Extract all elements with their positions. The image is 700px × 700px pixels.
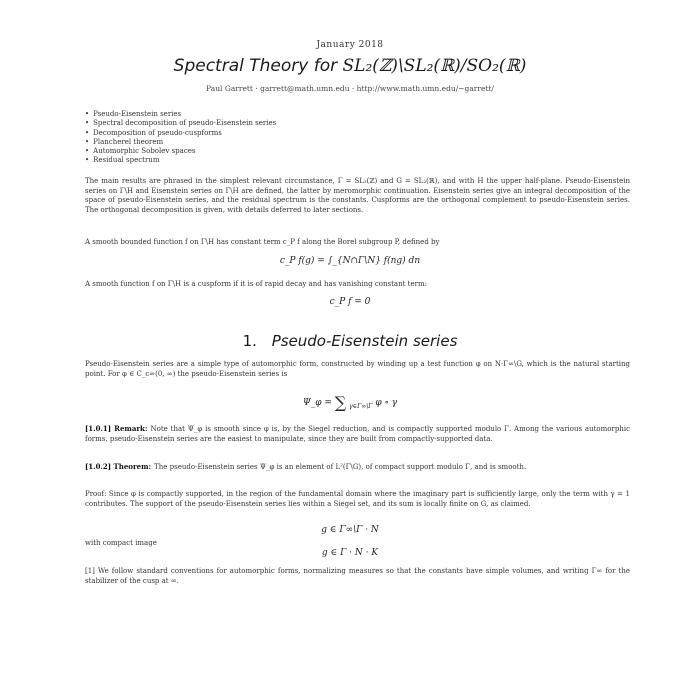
footnote: [1] We follow standard conventions for automorphic forms, normalizing measures so that the constants have simple volumes, and writing Γ∞ for the stabilizer of the cusp at ∞. bbox=[85, 567, 630, 585]
paper-title bbox=[0, 56, 700, 76]
pseudo-eisenstein-equation bbox=[0, 393, 700, 412]
toc-item: • Automorphic Sobolev spaces bbox=[85, 147, 345, 156]
intro-paragraph-2: A smooth bounded function f on Γ\H has constant term c_P f along the Borel subgroup P, defined by bbox=[85, 238, 440, 246]
author-line: Paul Garrett · garrett@math.umn.edu · http://www.math.umn.edu/~garrett/ bbox=[206, 84, 494, 93]
paper-date: January 2018 bbox=[316, 40, 384, 50]
proof-paragraph: Proof: Since φ is compactly supported, in the region of the fundamental domain where the imaginary part is sufficiently large, only the term with γ = 1 contributes. The support of the pseudo-Eisenstein series lies within a Siegel set, and its sum is locally finite on G, as claimed. bbox=[85, 490, 630, 508]
remark-text: Note that Ψ_φ is smooth since φ is, by the Siegel reduction, and is compactly supported modulo Γ. Among the various automorphic forms, pseudo-Eisenstein series are the easiest to manipulate, since they are built from compactly-supported data. bbox=[85, 425, 630, 443]
remark-label: [1.0.1] Remark: bbox=[85, 424, 148, 433]
intro-paragraph-3: A smooth function f on Γ\H is a cuspform if it is of rapid decay and has vanishing constant term: bbox=[85, 280, 427, 288]
toc-item: • Residual spectrum bbox=[85, 156, 345, 165]
equation-note: with compact image bbox=[85, 539, 157, 547]
equation-2: g ∈ Γ∞\Γ · N bbox=[321, 525, 379, 535]
title-text: Spectral Theory for bbox=[173, 56, 338, 76]
title-math: SL₂(ℤ)\SL₂(ℝ)/SO₂(ℝ) bbox=[342, 56, 527, 76]
summation-symbol: ∑ bbox=[334, 393, 347, 412]
theorem-text: The pseudo-Eisenstein series Ψ_φ is an element of L²(Γ\G), of compact support modulo Γ, and is smooth. bbox=[154, 463, 527, 471]
summation-subscript: γ∈Γ∞\Γ bbox=[349, 402, 373, 410]
intro-paragraph-1: The main results are phrased in the simplest relevant circumstance, Γ = SL₂(ℤ) and G = SL₂(ℝ), and with H the upper half-plane. Pseudo-Eisenstein series on Γ\H and Eisenstein series on Γ\H are defined, the latter by meromorphic continuation. Eisenstein series give an integral decomposition of the space of pseudo-Eisenstein series, and the residual spectrum is the constants. Cuspforms are the orthogonal complement to pseudo-Eisenstein series. The orthogonal decomposition is given, with details deferred to later sections. bbox=[85, 177, 630, 214]
cuspform-equation: c_P f = 0 bbox=[329, 297, 371, 307]
section-paragraph-1: Pseudo-Eisenstein series are a simple type of automorphic form, constructed by winding up a test function φ on N·Γ∞\G, which is the natural starting point. For φ ∈ C_c∞(0, ∞) the pseudo-Eisenstein series is bbox=[85, 360, 630, 378]
remark-paragraph bbox=[85, 424, 630, 444]
equation-lhs: Ψ_φ = bbox=[302, 398, 332, 408]
toc-item: • Decomposition of pseudo-cuspforms bbox=[85, 129, 345, 138]
section-number: 1. bbox=[242, 332, 257, 350]
constant-term-equation: c_P f(g) = ∫_{N∩Γ\N} f(ng) dn bbox=[279, 256, 421, 266]
equation-rhs: φ ∘ γ bbox=[375, 398, 398, 408]
equation-3: g ∈ Γ · N · K bbox=[321, 548, 379, 558]
theorem-label: [1.0.2] Theorem: bbox=[85, 462, 152, 471]
table-of-contents bbox=[85, 110, 345, 166]
toc-item: • Plancherel theorem bbox=[85, 138, 345, 147]
section-title: Pseudo-Eisenstein series bbox=[271, 332, 458, 350]
toc-item: • Pseudo-Eisenstein series bbox=[85, 110, 345, 119]
section-heading bbox=[0, 332, 700, 350]
toc-item: • Spectral decomposition of pseudo-Eisenstein series bbox=[85, 119, 345, 128]
theorem-paragraph bbox=[85, 462, 630, 473]
